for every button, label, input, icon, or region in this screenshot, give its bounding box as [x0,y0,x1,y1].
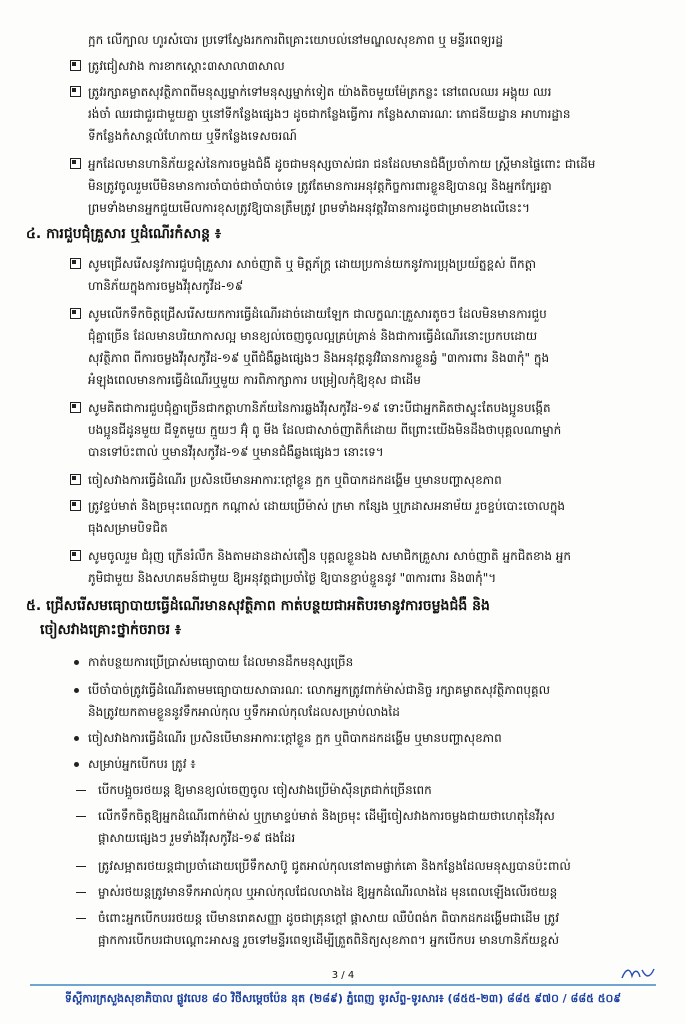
dash-bullet-icon [76,790,86,791]
page-number: 3 / 4 [331,970,355,981]
bullet-item [0,82,686,102]
line-text: សម្រាប់អ្នកបើកបរ ត្រូវ ៖ [88,757,196,771]
line-text: ម្ចាស់រថយន្តត្រូវមានទឹកអាល់កុល ឬអាល់កុលជែលលាងដៃ ឱ្យអ្នកដំណើរលាងដៃ មុនពេលឡើងលើរថយន្ត [98,885,558,899]
line-text: បើចាំបាច់ត្រូវធ្វើដំណើរតាមមធ្យោបាយសាធារណៈ លោកអ្នកត្រូវពាក់ម៉ាស់ជានិច្ច រក្សាគម្លាតសុវត្ថិភាពបុគ្គល [88,683,551,697]
body-line [0,126,686,146]
heading-text: ៥. ជ្រើសរើសមធ្យោបាយធ្វើដំណើរមានសុវត្ថិភាព កាត់បន្ថយជាអតិបរមានូវការចម្លងជំងឺ និង [26,598,490,614]
line-text: ចៀសវាងការធ្វើដំណើរ ប្រសិនបើមានអាការៈក្តៅខ្លួន ក្អក ឬពិបាកដកដង្ហើម ឬមានបញ្ហាសុខភាព [88,473,502,487]
dash-item [0,780,686,800]
line-text: និងត្រូវយកតាមខ្លួននូវទឹកអាល់កុល ឬទឹកអាល់កុលដែលសម្រាប់លាងដៃ [88,705,400,719]
line-text: ផ្តាសាយផ្សេងៗ រួមទាំងវីរុសកូវីដ-១៩ ផងដែរ [98,831,296,845]
dash-item [0,806,686,826]
body-line [0,176,686,196]
line-text: អ្នកដែលមានហានិភ័យខ្ពស់នៃការចម្លងជំងឺ ដូចជាមនុស្សចាស់ជរា ជនដែលមានជំងឺប្រចាំកាយ ស្ត្រីមានផ្ទៃពោះ ជាដើម [88,157,596,171]
footer-address: ទីស្តីការក្រសួងសុខាភិបាល ផ្លូវលេខ ៨០ វិថីសម្តេចប៉ែន នុត (២៨៩) ភ្នំពេញ ទូរស័ព្ទ-ទូរសារ៖ (៨៥៥-២៣) ៨៨៥ ៩៧០ / ៨៨៥ ៥០៩ [64,992,622,1005]
line-text: ត្រូវរក្សាគម្លាតសុវត្ថិភាពពីមនុស្សម្នាក់ទៅមនុស្សម្នាក់ទៀត យ៉ាងតិចមួយម៉ែត្រកន្លះ នៅពេលឈរ អង្គុយ ឈរ [88,85,552,99]
line-text: លើកទឹកចិត្តឱ្យអ្នកដំណើរពាក់ម៉ាស់ ឬក្រមាខ្ទប់មាត់ និងច្រមុះ ដើម្បីចៀសវាងការចម្លងជាយថាហេតុនៃវីរុស [98,809,555,823]
bullet-item [0,154,686,174]
square-bullet-icon [70,550,81,561]
dash-bullet-icon [76,816,86,817]
line-text: បើកបង្អួចរថយន្ត ឱ្យមានខ្យល់ចេញចូល ចៀសវាងប្រើម៉ាស៊ីនត្រជាក់ច្រើនពេក [98,783,432,797]
line-text: បានទៅប៉ះពាល់ ឬមានវីរុសកូវីដ-១៩ ឬមានជំងឺឆ្លងផ្សេងៗ នោះទេ។ [88,445,384,459]
line-text: សុវត្ថិភាព ពីការចម្លងវីរុសកូវីដ-១៩ ឬពីជំងឺឆ្លងផ្សេងៗ និងអនុវត្តនូវវិធានការខ្លួនឆ្វំ "៣ការពារ និង៣កុំ" ក្នុង [88,351,550,365]
footer-divider [30,984,656,986]
bullet-item [0,254,686,274]
round-bullet-icon [74,762,79,767]
bullet-item [0,546,686,566]
line-text: ភូមិជាមួយ និងសហគមន៍ជាមួយ ឱ្យអនុវត្តជាប្រចាំថ្ងៃ ឱ្យបានខ្ជាប់ខ្ជួននូវ "៣ការពារ និង៣កុំ"។ [88,571,497,585]
line-text: សូមគិតជាការជួបជុំគ្នាច្រើនជាកត្តាហានិភ័យនៃការឆ្លងវីរុសកូវីដ-១៩ ទោះបីជាអ្នកគិតថាស្ទុះតែបងប្អូនបង្កើត [88,401,551,415]
square-bullet-icon [70,258,81,269]
list-item [0,728,686,748]
heading-text: ៤. ការជួបជុំគ្រួសារ ឬដំណើរកំសាន្ត ៖ [26,226,222,242]
section-4-heading [0,224,686,244]
line-text: សូមលើកទឹកចិត្តជ្រើសរើសយកការធ្វើដំណើរដាច់ដោយឡែក ជាលក្ខណៈគ្រួសារតូចៗ ដែលមិនមានការជួប [88,307,547,321]
line-text: អំឡុងពេលមានការធ្វើដំណើរឬមួយ ការពិភាក្សាការ បម្រៀលកុំឱ្យខុស ជាដើម [88,373,421,387]
bullet-item [0,304,686,324]
bullet-item [0,470,686,490]
list-item [0,754,686,774]
bullet-item [0,56,686,76]
square-bullet-icon [70,474,81,485]
bullet-item [0,496,686,516]
line-text: សូមចូលរួម ជំរុញ ក្រើនរំលឹក និងតាមដានដាស់តឿន បុគ្គលខ្លួនឯង សមាជិកគ្រួសារ សាច់ញាតិ អ្នកជិតខាង អ្នក [88,549,572,563]
line-text: ចៀសវាងការធ្វើដំណើរ ប្រសិនបើមានអាការៈក្តៅខ្លួន ក្អក ឬពិបាកដកដង្ហើម ឬមានបញ្ហាសុខភាព [88,731,502,745]
square-bullet-icon [70,500,81,511]
body-line [0,30,686,50]
square-bullet-icon [70,402,81,413]
body-line [0,198,686,218]
line-text: ទីកន្លែងកំសាន្តលំហែកាយ ឬទីកន្លែងទេសចរណ៍ [88,129,297,143]
body-line [0,370,686,390]
body-line [0,702,686,722]
body-line [0,326,686,346]
line-text: បងប្អូនជីដូនមួយ ជីទួតមួយ ក្មួយៗ អ៊ុំ ពូ មីង ដែលជាសាច់ញាតិក៏ដោយ ពីព្រោះយើងមិនដឹងថាបុគ្គលណាម្នាក់ [88,423,562,437]
round-bullet-icon [74,736,79,741]
line-text: ជុំគ្នាច្រើន ដែលមានបរិយាកាសល្អ មានខ្យល់ចេញចូលល្អគ្រប់គ្រាន់ និងជាការធ្វើដំណើរនោះប្រកបដោយ [88,329,538,343]
round-bullet-icon [74,688,79,693]
body-line [0,518,686,538]
dash-bullet-icon [76,918,86,919]
dash-bullet-icon [76,892,86,893]
line-text: ត្រូវខ្ទប់មាត់ និងច្រមុះពេលក្អក កណ្តាស់ ដោយប្រើម៉ាស់ ក្រមា កន្សែង ឬក្រដាសអនាម័យ រួចខ្ចប់បោះចោលក្នុង [88,499,566,513]
dash-item [0,908,686,928]
section-5-heading [0,596,686,616]
square-bullet-icon [70,86,81,97]
dash-item [0,882,686,902]
square-bullet-icon [70,60,81,71]
body-line [0,930,686,950]
section-5-heading-cont [0,620,686,640]
line-text: ត្រូវជៀសវាង ការខាកស្តោះ៣សាលា៣សាល [88,59,285,73]
heading-text: ចៀសវាងគ្រោះថ្នាក់ចរាចរ ៖ [40,622,182,638]
line-text: ត្រូវសម្អាតរថយន្តជាប្រចាំដោយប្រើទឹកសាប៊ូ ជូតអាល់កុលនៅតាមផ្លាក់គោ និងកន្លែងដែលមនុស្សបានប៉ះពាល់ [98,859,571,873]
line-text: ផ្អាកការបើកបរជាបណ្តោះអាសន្ន រួចទៅមន្ទីរពេទ្យដើម្បីត្រួតពិនិត្យសុខភាព។ អ្នកបើកបរ មានហានិភ័យខ្ពស់ [98,933,560,947]
body-line [0,104,686,124]
bullet-item [0,398,686,418]
body-line [0,442,686,462]
line-text: ធុងសម្រាមបិទជិត [88,521,168,535]
line-text: ចំពោះអ្នកបើកបររថយន្ត បើមានរោគសញ្ញា ដូចជាគ្រុនក្តៅ ផ្តាសាយ ឈឺបំពង់ក ពិបាកដកដង្ហើមជាដើម ត្រូវ [98,911,560,925]
square-bullet-icon [70,158,81,169]
body-line [0,276,686,296]
list-item [0,680,686,700]
line-text: កាត់បន្ថយការប្រើប្រាស់មធ្យោបាយ ដែលមានដឹកមនុស្សច្រើន [88,655,354,669]
body-line [0,828,686,848]
initials-signature-icon [620,966,656,982]
line-text: ព្រមទាំងមានអ្នកជួយមើលការខុសត្រូវឱ្យបានត្រឹមត្រូវ ព្រមទាំងអនុវត្តវិធានការដូចជាម្រាមខាងលើនេះ។ [88,201,530,215]
line-text: ហានិភ័យក្នុងការចម្លងវីរុសកូវីដ-១៩ [88,279,244,293]
body-line [0,420,686,440]
body-line [0,348,686,368]
list-item [0,652,686,672]
line-text: សូមជ្រើសរើសនូវការជួបជុំគ្រួសារ សាច់ញាតិ ឬ មិត្តភ័ក្ត្រ ដោយប្រកាន់យកនូវការប្រុងប្រយ័ត្នខ្ពស់ ពីកត្តា [88,257,537,271]
round-bullet-icon [74,660,79,665]
dash-bullet-icon [76,866,86,867]
square-bullet-icon [70,308,81,319]
body-line [0,568,686,588]
dash-item [0,856,686,876]
line-text: មិនត្រូវចូលរួមបើមិនមានការចាំបាច់ជាចាំបាច់ទេ ត្រូវតែមានការអនុវត្តកិច្ចការពារខ្លួនឱ្យបានល្អ និងអ្នកក្បែរគ្នា [88,179,552,193]
line-text: ក្អក លើក្បាល ហូរសំបោរ ប្រទៅស្វែងរកការពិគ្រោះយោបល់នៅមណ្ឌលសុខភាព ឬ មន្ទីរពេទ្យរដ្ឋ [88,33,503,47]
line-text: រង់ចាំ ឈរជាជួរជាមួយគ្នា ឬនៅទីកន្លែងផ្សេងៗ ដូចជាកន្លែងធ្វើការ កន្លែងសាធារណៈ ភោជនីយដ្ឋាន អាហារដ្ឋាន [88,107,571,121]
